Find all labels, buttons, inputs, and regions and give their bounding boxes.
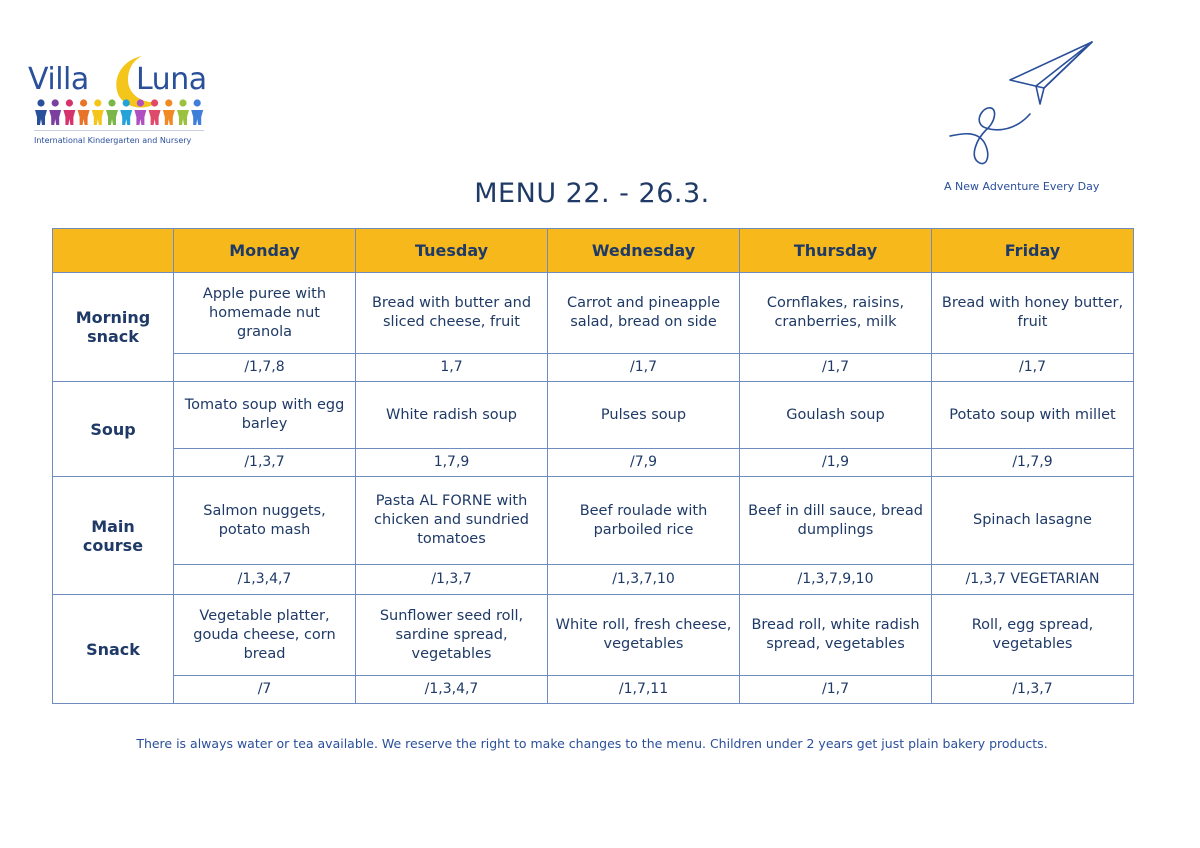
child-body-icon <box>163 110 175 125</box>
allergen-cell: 1,7,9 <box>356 449 548 477</box>
allergen-cell: /1,3,7 <box>356 565 548 595</box>
child-head-icon <box>123 99 130 106</box>
allergen-cell: /1,7,8 <box>174 354 356 382</box>
dish-cell: White radish soup <box>356 382 548 449</box>
table-row-allergens <box>53 676 1134 704</box>
dish-cell: White roll, fresh cheese, vegetables <box>548 595 740 676</box>
row-label-soup: Soup <box>53 382 174 477</box>
child-body-icon <box>177 110 189 125</box>
dish-cell: Tomato soup with egg barley <box>174 382 356 449</box>
child-head-icon <box>165 99 172 106</box>
dish-cell: Salmon nuggets, potato mash <box>174 477 356 565</box>
table-row-dishes <box>53 477 1134 565</box>
child-head-icon <box>37 99 44 106</box>
child-head-icon <box>66 99 73 106</box>
dish-cell: Beef roulade with parboiled rice <box>548 477 740 565</box>
allergen-cell: /1,3,7 <box>932 676 1134 704</box>
allergen-cell: /7,9 <box>548 449 740 477</box>
dish-cell: Apple puree with homemade nut granola <box>174 273 356 354</box>
child-body-icon <box>35 110 47 125</box>
dish-cell: Spinach lasagne <box>932 477 1134 565</box>
row-label-morning-snack: Morning snack <box>53 273 174 382</box>
table-row-dishes <box>53 595 1134 676</box>
dish-cell: Roll, egg spread, vegetables <box>932 595 1134 676</box>
table-row-dishes <box>53 382 1134 449</box>
row-label-main-course: Main course <box>53 477 174 595</box>
dish-cell: Pasta AL FORNE with chicken and sundried tomatoes <box>356 477 548 565</box>
child-body-icon <box>92 110 104 125</box>
child-body-icon <box>191 110 203 125</box>
dish-cell: Potato soup with millet <box>932 382 1134 449</box>
dish-cell: Bread with honey butter, fruit <box>932 273 1134 354</box>
table-row-allergens <box>53 354 1134 382</box>
day-header-thursday: Thursday <box>740 229 932 273</box>
child-body-icon <box>149 110 161 125</box>
allergen-cell: /1,3,7 VEGETARIAN <box>932 565 1134 595</box>
allergen-cell: /1,7 <box>740 354 932 382</box>
child-body-icon <box>106 110 118 125</box>
logo-luna: Luna <box>136 62 207 97</box>
allergen-cell: /1,3,7 <box>174 449 356 477</box>
child-body-icon <box>49 110 61 125</box>
allergen-cell: /1,7,11 <box>548 676 740 704</box>
page-title: MENU 22. - 26.3. <box>474 178 710 209</box>
table-row-allergens <box>53 565 1134 595</box>
day-header-friday: Friday <box>932 229 1134 273</box>
footer-note: There is always water or tea available. We reserve the right to make changes to the menu. Children under 2 years get just plain bakery products. <box>136 736 1048 751</box>
child-body-icon <box>63 110 75 125</box>
dish-cell: Goulash soup <box>740 382 932 449</box>
child-head-icon <box>80 99 87 106</box>
allergen-cell: /1,7 <box>548 354 740 382</box>
allergen-cell: /1,3,4,7 <box>174 565 356 595</box>
table-row-allergens <box>53 449 1134 477</box>
row-label-snack: Snack <box>53 595 174 704</box>
child-body-icon <box>78 110 90 125</box>
logo-villa: Villa <box>28 62 89 97</box>
dish-cell: Carrot and pineapple salad, bread on side <box>548 273 740 354</box>
child-head-icon <box>194 99 201 106</box>
child-head-icon <box>52 99 59 106</box>
allergen-cell: /7 <box>174 676 356 704</box>
child-head-icon <box>108 99 115 106</box>
dish-cell: Bread roll, white radish spread, vegetables <box>740 595 932 676</box>
day-header-monday: Monday <box>174 229 356 273</box>
child-body-icon <box>134 110 146 125</box>
allergen-cell: /1,7 <box>740 676 932 704</box>
allergen-cell: /1,7 <box>932 354 1134 382</box>
logo-divider <box>34 130 204 131</box>
child-head-icon <box>94 99 101 106</box>
menu-table <box>52 228 1134 704</box>
allergen-cell: /1,3,7,9,10 <box>740 565 932 595</box>
table-row-dishes <box>53 273 1134 354</box>
corner-cell <box>53 229 174 273</box>
child-head-icon <box>137 99 144 106</box>
child-head-icon <box>151 99 158 106</box>
allergen-cell: /1,3,7,10 <box>548 565 740 595</box>
tagline: A New Adventure Every Day <box>944 180 1100 193</box>
dish-cell: Pulses soup <box>548 382 740 449</box>
day-header-tuesday: Tuesday <box>356 229 548 273</box>
allergen-cell: /1,3,4,7 <box>356 676 548 704</box>
dish-cell: Sunflower seed roll, sardine spread, vegetables <box>356 595 548 676</box>
paper-plane-icon <box>940 38 1100 173</box>
day-header-wednesday: Wednesday <box>548 229 740 273</box>
allergen-cell: 1,7 <box>356 354 548 382</box>
dish-cell: Cornflakes, raisins, cranberries, milk <box>740 273 932 354</box>
child-head-icon <box>179 99 186 106</box>
child-body-icon <box>120 110 132 125</box>
villa-luna-logo <box>28 52 213 152</box>
dish-cell: Vegetable platter, gouda cheese, corn bread <box>174 595 356 676</box>
allergen-cell: /1,9 <box>740 449 932 477</box>
dish-cell: Beef in dill sauce, bread dumplings <box>740 477 932 565</box>
children-row-icon <box>34 98 209 126</box>
dish-cell: Bread with butter and sliced cheese, fruit <box>356 273 548 354</box>
table-header-row <box>53 229 1134 273</box>
allergen-cell: /1,7,9 <box>932 449 1134 477</box>
logo-subtitle: International Kindergarten and Nursery <box>34 136 192 145</box>
